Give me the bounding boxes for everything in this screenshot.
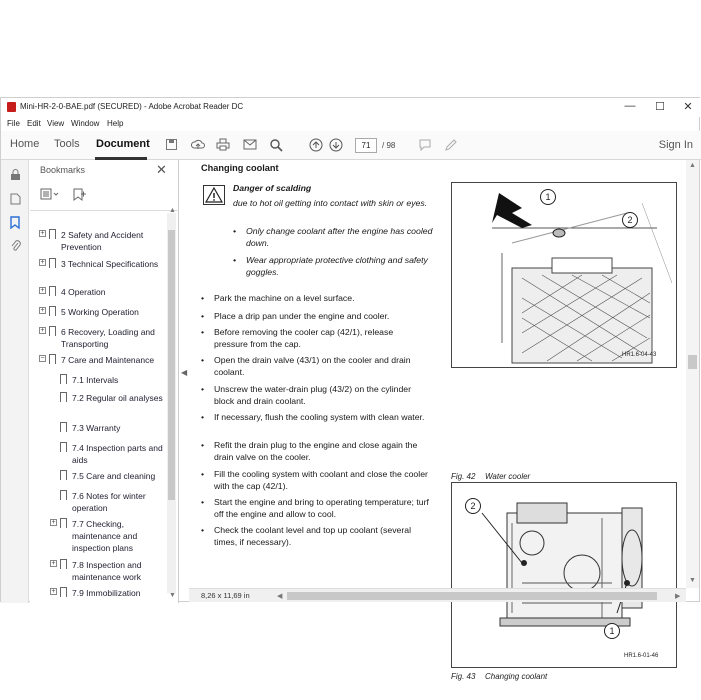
document-scroll-thumb[interactable] xyxy=(688,355,697,369)
pdf-file-icon xyxy=(7,102,16,112)
menu-help[interactable]: Help xyxy=(107,119,124,128)
bullet: • xyxy=(201,327,205,337)
bookmark-label: 5 Working Operation xyxy=(61,307,139,317)
figure-caption: Changing coolant xyxy=(485,672,548,681)
engine-drawing xyxy=(452,483,676,667)
tab-tools[interactable]: Tools xyxy=(54,138,80,150)
comment-icon[interactable] xyxy=(418,138,432,152)
bookmark-label: 7.8 Inspection and maintenance work xyxy=(72,560,142,582)
expand-icon[interactable]: + xyxy=(51,519,56,526)
bookmark-flag-icon xyxy=(60,470,67,480)
bookmark-label: 7.3 Warranty xyxy=(72,423,121,433)
title-bar xyxy=(1,98,701,117)
bookmark-flag-icon xyxy=(49,354,56,364)
bookmark-item[interactable] xyxy=(40,306,166,318)
expand-icon[interactable]: + xyxy=(40,230,45,237)
warning-bullet: • Only change coolant after the engine has cooled down. xyxy=(233,226,433,248)
close-icon[interactable]: ✕ xyxy=(156,162,167,177)
save-icon[interactable] xyxy=(164,138,178,152)
callout-1: 1 xyxy=(604,623,620,639)
bullet: • xyxy=(201,497,205,507)
expand-icon[interactable]: + xyxy=(40,259,45,266)
procedure-step: • Start the engine and bring to operating temperature; turf off the engine and allow to cool. xyxy=(201,497,429,519)
horizontal-scroll-thumb[interactable] xyxy=(287,592,657,600)
email-icon[interactable] xyxy=(243,138,257,152)
figure-caption: Water cooler xyxy=(485,472,531,481)
bookmark-item[interactable] xyxy=(72,490,166,514)
menu-window[interactable]: Window xyxy=(71,119,100,128)
bookmarks-title: Bookmarks xyxy=(40,165,86,175)
cloud-upload-icon[interactable] xyxy=(191,138,205,152)
page-down-icon[interactable] xyxy=(329,138,343,152)
bookmarks-panel xyxy=(30,160,179,603)
figure-number: Fig. 43 xyxy=(451,672,476,681)
bookmark-item[interactable] xyxy=(51,518,166,554)
bookmark-label: 4 Operation xyxy=(61,287,106,297)
print-icon[interactable] xyxy=(216,138,230,152)
warning-bullet: • Wear appropriate protective clothing and safety goggles. xyxy=(233,255,428,277)
bookmark-flag-icon xyxy=(49,258,56,268)
bookmark-flag-icon xyxy=(60,374,67,384)
expand-icon[interactable]: + xyxy=(40,307,45,314)
bookmark-label: 7.9 Immobilization xyxy=(72,588,141,598)
bullet: • xyxy=(201,293,205,303)
bookmark-label: 7.5 Care and cleaning xyxy=(72,471,156,481)
bookmark-add-icon[interactable] xyxy=(72,188,86,206)
menu-bar xyxy=(1,117,701,131)
bookmark-label: 7.7 Checking, maintenance and inspection plans xyxy=(72,519,138,553)
bookmark-label: 6 Recovery, Loading and Transporting xyxy=(61,327,155,349)
bookmark-item[interactable] xyxy=(72,392,166,404)
bookmark-item[interactable] xyxy=(40,326,166,350)
bookmark-flag-icon xyxy=(60,587,67,597)
procedure-step: • Place a drip pan under the engine and cooler. xyxy=(201,311,390,321)
expand-icon[interactable]: + xyxy=(40,327,45,334)
scroll-up-icon[interactable]: ▲ xyxy=(169,207,176,214)
bookmark-flag-icon xyxy=(49,286,56,296)
bookmark-item[interactable] xyxy=(72,422,166,434)
bookmark-label: 7.4 Inspection parts and aids xyxy=(72,443,163,465)
warning-title: Danger of scalding xyxy=(233,183,312,193)
maximize-icon[interactable]: ☐ xyxy=(655,101,665,113)
status-bar xyxy=(189,588,686,602)
bookmark-label: 2 Safety and Accident Prevention xyxy=(61,230,144,252)
procedure-step: • Before removing the cooler cap (42/1), release pressure from the cap. xyxy=(201,327,394,349)
warning-icon xyxy=(203,185,225,205)
menu-file[interactable]: File xyxy=(7,119,20,128)
scroll-right-icon[interactable]: ▶ xyxy=(675,593,681,600)
bullet: • xyxy=(201,412,205,422)
bookmark-flag-icon xyxy=(49,229,56,239)
bookmark-item[interactable] xyxy=(40,286,166,298)
bookmark-item[interactable] xyxy=(51,559,166,583)
figure-number: Fig. 42 xyxy=(451,472,476,481)
bookmark-item[interactable] xyxy=(51,587,166,599)
bullet: • xyxy=(201,525,205,535)
bookmarks-divider xyxy=(30,210,179,211)
procedure-step: • Park the machine on a level surface. xyxy=(201,293,355,303)
document-scrollbar[interactable] xyxy=(686,160,699,588)
bookmark-item[interactable] xyxy=(72,374,166,386)
window-title: Mini-HR-2-0-BAE.pdf (SECURED) - Adobe Acrobat Reader DC xyxy=(20,102,244,111)
bookmark-flag-icon xyxy=(60,422,67,432)
callout-2: 2 xyxy=(465,498,481,514)
acrobat-window xyxy=(0,97,700,681)
page-thumbnails-icon[interactable] xyxy=(10,192,21,210)
bullet: • xyxy=(201,440,205,450)
bookmark-flag-icon xyxy=(60,392,67,402)
bullet: • xyxy=(201,384,205,394)
scroll-down-icon[interactable]: ▼ xyxy=(689,577,696,584)
scroll-left-icon[interactable]: ◀ xyxy=(277,593,283,600)
menu-edit[interactable]: Edit xyxy=(27,119,41,128)
water-cooler-drawing xyxy=(452,183,676,367)
bookmark-item[interactable] xyxy=(72,442,166,466)
figure-water-cooler xyxy=(451,182,677,368)
bookmark-label: 7.2 Regular oil analyses xyxy=(72,393,163,403)
bookmark-label: 3 Technical Specifications xyxy=(61,259,159,269)
figure-code: HR1.6-01-46 xyxy=(624,653,659,659)
procedure-step: • If necessary, flush the cooling system with clean water. xyxy=(201,412,425,422)
bookmark-flag-icon xyxy=(49,326,56,336)
bookmark-item[interactable] xyxy=(72,470,166,482)
close-icon[interactable]: ✕ xyxy=(683,101,693,113)
collapse-pane-icon[interactable]: ◀ xyxy=(181,368,188,377)
bullet: • xyxy=(201,355,205,365)
bookmark-item[interactable] xyxy=(40,258,166,270)
bookmark-label: 7.1 Intervals xyxy=(72,375,119,385)
bookmark-item[interactable] xyxy=(40,229,166,253)
search-icon[interactable] xyxy=(269,138,283,152)
bookmark-label: 7 Care and Maintenance xyxy=(61,355,155,365)
page-up-icon[interactable] xyxy=(309,138,323,152)
expand-icon[interactable]: + xyxy=(51,588,56,595)
callout-1: 1 xyxy=(540,189,556,205)
minimize-icon[interactable]: — xyxy=(624,100,636,112)
bullet: • xyxy=(201,469,205,479)
bookmark-flag-icon xyxy=(60,518,67,528)
procedure-step: • Fill the cooling system with coolant and close the cooler with the cap (42/1). xyxy=(201,469,428,491)
left-nav-pane xyxy=(1,160,29,603)
bookmark-flag-icon xyxy=(49,306,56,316)
procedure-step: • Check the coolant level and top up coolant (several times, if necessary). xyxy=(201,525,412,547)
bullet: • xyxy=(201,311,205,321)
expand-icon[interactable]: + xyxy=(40,287,45,294)
figure-code: HR1.6-04-43 xyxy=(622,352,657,358)
callout-2: 2 xyxy=(622,212,638,228)
toolbar xyxy=(1,131,701,160)
bookmark-icon[interactable] xyxy=(10,216,21,234)
page-number-input[interactable]: 71 xyxy=(355,138,377,153)
procedure-step: • Open the drain valve (43/1) on the cooler and drain coolant. xyxy=(201,355,411,377)
bookmark-item[interactable] xyxy=(40,354,166,366)
scroll-down-icon[interactable]: ▼ xyxy=(169,592,176,599)
collapse-icon[interactable]: − xyxy=(40,355,45,362)
page-size: 8,26 x 11,69 in xyxy=(201,591,250,600)
bookmark-flag-icon xyxy=(60,442,67,452)
bookmark-flag-icon xyxy=(60,559,67,569)
bookmark-label: 7.6 Notes for winter operation xyxy=(72,491,146,513)
lock-icon[interactable] xyxy=(10,168,21,186)
sign-in-link[interactable]: Sign In xyxy=(658,139,693,151)
figure-changing-coolant xyxy=(451,482,677,668)
attachment-icon[interactable] xyxy=(10,239,21,257)
scroll-up-icon[interactable]: ▲ xyxy=(689,162,696,169)
bookmarks-scroll-thumb[interactable] xyxy=(168,230,175,500)
pen-icon[interactable] xyxy=(444,138,458,152)
bookmark-flag-icon xyxy=(60,490,67,500)
procedure-step: • Refit the drain plug to the engine and close again the drain valve on the cooler. xyxy=(201,440,418,462)
procedure-step: • Unscrew the water-drain plug (43/2) on the cylinder block and drain coolant. xyxy=(201,384,412,406)
bookmark-options-icon[interactable] xyxy=(40,188,60,203)
menu-view[interactable]: View xyxy=(47,119,65,128)
section-heading: Changing coolant xyxy=(201,163,279,173)
tab-home[interactable]: Home xyxy=(10,138,40,150)
warning-text: due to hot oil getting into contact with skin or eyes. xyxy=(233,198,428,208)
expand-icon[interactable]: + xyxy=(51,560,56,567)
page-total: / 98 xyxy=(382,141,396,150)
tab-document[interactable]: Document xyxy=(96,138,150,150)
